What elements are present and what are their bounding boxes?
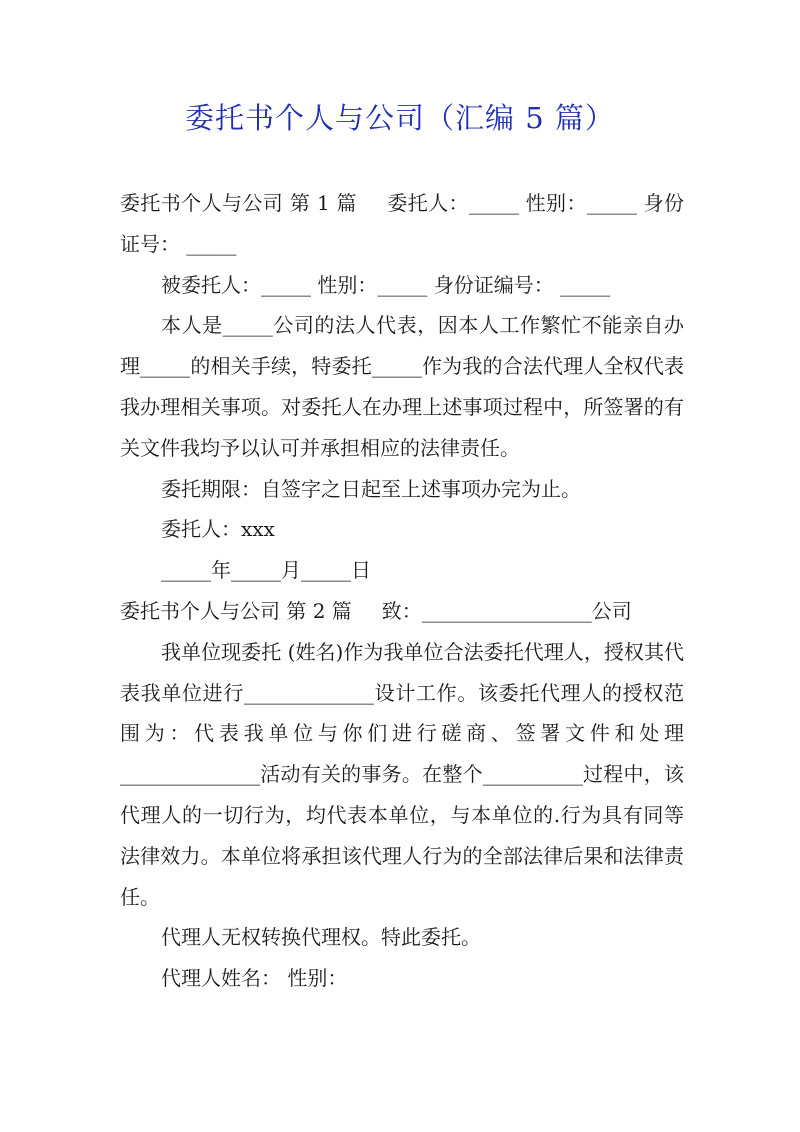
part1-heading: 委托书个人与公司 第 1 篇 <box>120 191 357 215</box>
part1-date: _____年_____月_____日 <box>161 558 371 583</box>
part1-term: 委托期限：自签字之日起至上述事项办完为止。 <box>161 476 581 501</box>
document-title: 委托书个人与公司（汇编 5 篇） <box>185 101 615 135</box>
part1-statement: 本人是_____公司的法人代表，因本人工作繁忙不能亲自办理_____的相关手续，特委托_____作为我的合法代理人全权代表我办理相关事项。对委托人在办理上述事项过程中，所签署的有关文件我均予以认可并承担相应的法律责任。 <box>120 313 684 460</box>
part1-first-line <box>120 183 684 265</box>
part2-first-line <box>120 591 684 632</box>
part2-no-transfer: 代理人无权转换代理权。特此委托。 <box>161 925 481 950</box>
part2-to-line: 致：_________________公司 <box>381 598 632 623</box>
part1-principal-line: 委托人：_____ 性别：_____ 身份证号： _____ <box>120 191 684 256</box>
part2-heading: 委托书个人与公司 第 2 篇 <box>120 598 352 623</box>
part2-authorization: 我单位现委托 (姓名)作为我单位合法委托代理人，授权其代表我单位进行_____________设计工作。该委托代理人的授权范围为：代表我单位与你们进行磋商、签署文件和处理______________活动有关的事务。在整个__________过程中，该代理人的一切行为，均代表本单位，与本单位的.行为具有同等法律效力。本单位将承担该代理人行为的全部法律后果和法律责任。 <box>120 639 684 909</box>
part1-agent-line: 被委托人：_____ 性别：_____ 身份证编号： _____ <box>161 272 611 297</box>
document-body <box>120 183 684 999</box>
part2-agent-info: 代理人姓名： 性别： <box>161 966 348 991</box>
part1-signer: 委托人：xxx <box>161 517 275 542</box>
